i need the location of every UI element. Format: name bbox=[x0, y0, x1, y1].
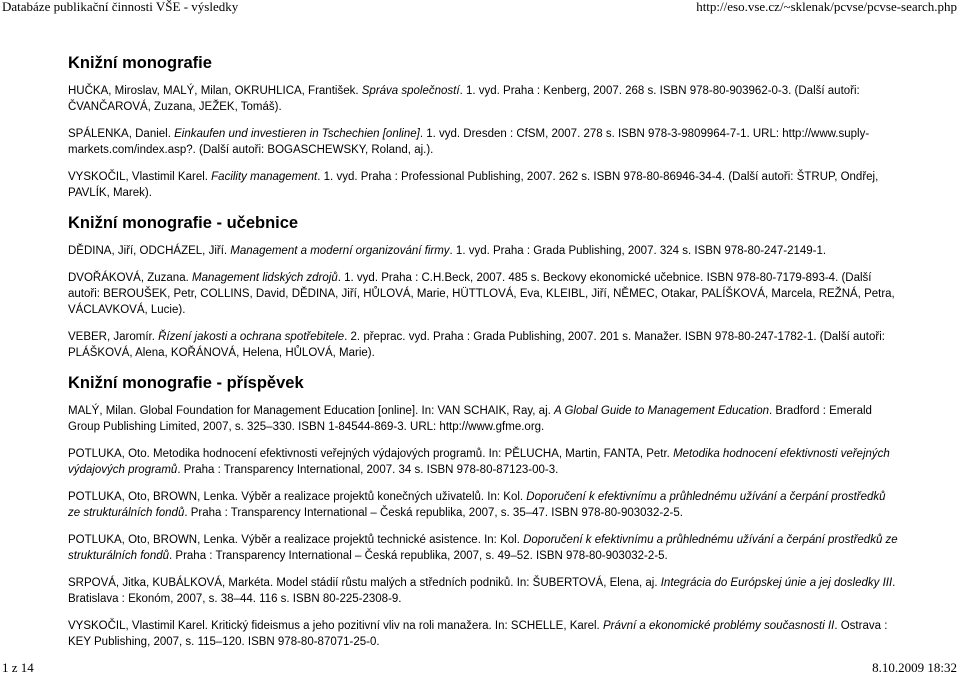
citation-details: . 1. vyd. Praha : Kenberg, 2007. 268 s. ISBN 978-80-903962-0-3. (Další autoři: ČVANČAROVÁ, Zuzana, JEŽEK, Tomáš). bbox=[68, 85, 860, 113]
citation-entry bbox=[68, 446, 898, 478]
citation-entry bbox=[68, 243, 898, 259]
citation-title: Metodika hodnocení efektivnosti veřejných výdajových programů bbox=[68, 448, 890, 476]
citation-details: . 1. vyd. Praha : Professional Publishing, 2007. 262 s. ISBN 978-80-86946-34-4. (Další autoři: ŠTRUP, Ondřej, PAVLÍK, Marek). bbox=[68, 171, 879, 199]
section-heading: Knižní monografie - učebnice bbox=[68, 214, 299, 232]
section-book-monographs bbox=[68, 52, 898, 201]
citation-entry bbox=[68, 329, 898, 361]
citation-authors: POTLUKA, Oto, BROWN, Lenka. Výběr a realizace projektů technické asistence. In: Kol. bbox=[68, 534, 524, 546]
header-title: Databáze publikační činnosti VŠE - výsledky bbox=[2, 0, 239, 14]
citation-title: Řízení jakosti a ochrana spotřebitele bbox=[158, 331, 345, 343]
citation-details: . 1. vyd. Dresden : CfSM, 2007. 278 s. ISBN 978-3-9809964-7-1. URL: http://www.suply-markets.com/index.asp?. (Další autoři: BOGASCHEWSKY, Roland, aj.). bbox=[68, 128, 870, 156]
citation-authors: DĚDINA, Jiří, ODCHÁZEL, Jiří. bbox=[68, 245, 231, 257]
citation-details: . 1. vyd. Praha : C.H.Beck, 2007. 485 s. Beckovy ekonomické učebnice. ISBN 978-80-7179-893-4. (Další autoři: BEROUŠEK, Petr, COLLINS, David, DĚDINA, Jiří, HŮLOVÁ, Marie, HÜTTLOVÁ, Eva, KLEIBL, Jiří, NĚMEC, Otakar, PALÍŠKOVÁ, Marcela, REŽNÁ, Petra, VÁCLAVKOVÁ, Lucie). bbox=[68, 272, 895, 316]
citation-authors: MALÝ, Milan. Global Foundation for Management Education [online]. In: VAN SCHAIK, Ray, aj. bbox=[68, 405, 555, 417]
citation-entry bbox=[68, 403, 898, 435]
citation-authors: VEBER, Jaromír. bbox=[68, 331, 159, 343]
citation-title: Management a moderní organizování firmy bbox=[230, 245, 450, 257]
section-book-contributions bbox=[68, 372, 898, 650]
citation-details: . Bratislava : Ekonóm, 2007, s. 38–44. 116 s. ISBN 80-225-2308-9. bbox=[68, 577, 896, 605]
citation-title: Integrácia do Európskej únie a jej dosledky III bbox=[660, 577, 893, 589]
citation-authors: POTLUKA, Oto. Metodika hodnocení efektivnosti veřejných výdajových programů. In: PĚLUCHA, Martin, FANTA, Petr. bbox=[68, 448, 674, 460]
citation-authors: HUČKA, Miroslav, MALÝ, Milan, OKRUHLICA, František. bbox=[68, 85, 362, 97]
citation-title: Správa společností bbox=[361, 85, 460, 97]
page-number: 1 z 14 bbox=[2, 660, 34, 675]
citation-details: . Ostrava : KEY Publishing, 2007, s. 115–120. ISBN 978-80-87071-25-0. bbox=[68, 620, 888, 648]
citation-authors: SPÁLENKA, Daniel. bbox=[68, 128, 175, 140]
page-footer bbox=[0, 661, 959, 675]
citation-details: . Praha : Transparency International, 2007. 34 s. ISBN 978-80-87123-00-3. bbox=[177, 464, 559, 476]
section-textbooks bbox=[68, 212, 898, 361]
print-timestamp: 8.10.2009 18:32 bbox=[872, 660, 957, 675]
citation-entry bbox=[68, 532, 898, 564]
section-heading: Knižní monografie bbox=[68, 54, 212, 72]
citation-entry bbox=[68, 489, 898, 521]
document-body bbox=[68, 52, 898, 661]
citation-entry bbox=[68, 618, 898, 650]
page-header bbox=[0, 0, 959, 16]
citation-authors: VYSKOČIL, Vlastimil Karel. bbox=[68, 171, 212, 183]
citation-title: Doporučení k efektivnímu a průhlednému užívání a čerpání prostředků ze strukturálních fondů bbox=[68, 491, 886, 519]
citation-entry bbox=[68, 169, 898, 201]
citation-title: A Global Guide to Management Education bbox=[554, 405, 770, 417]
header-url: http://eso.vse.cz/~sklenak/pcvse/pcvse-search.php bbox=[696, 0, 957, 14]
citation-details: . Bradford : Emerald Group Publishing Limited, 2007, s. 325–330. ISBN 1-84544-869-3. URL: http://www.gfme.org. bbox=[68, 405, 872, 433]
citation-entry bbox=[68, 83, 898, 115]
citation-entry bbox=[68, 126, 898, 158]
citation-entry bbox=[68, 270, 898, 318]
citation-authors: SRPOVÁ, Jitka, KUBÁLKOVÁ, Markéta. Model stádií růstu malých a středních podniků. In: ŠUBERTOVÁ, Elena, aj. bbox=[68, 577, 661, 589]
citation-title: Management lidských zdrojů bbox=[192, 272, 338, 284]
citation-title: Právní a ekonomické problémy současnosti II bbox=[602, 620, 835, 632]
citation-authors: DVOŘÁKOVÁ, Zuzana. bbox=[68, 272, 192, 284]
citation-entry bbox=[68, 575, 898, 607]
section-heading: Knižní monografie - příspěvek bbox=[68, 374, 304, 392]
citation-title: Facility management bbox=[211, 171, 318, 183]
citation-title: Doporučení k efektivnímu a průhlednému užívání a čerpání prostředků ze strukturálních fondů bbox=[68, 534, 898, 562]
citation-details: . 1. vyd. Praha : Grada Publishing, 2007. 324 s. ISBN 978-80-247-2149-1. bbox=[449, 245, 827, 257]
citation-authors: POTLUKA, Oto, BROWN, Lenka. Výběr a realizace projektů konečných uživatelů. In: Kol. bbox=[68, 491, 527, 503]
citation-details: . 2. přeprac. vyd. Praha : Grada Publishing, 2007. 201 s. Manažer. ISBN 978-80-247-1782-1. (Další autoři: PLÁŠKOVÁ, Alena, KOŘÁNOVÁ, Helena, HŮLOVÁ, Marie). bbox=[68, 331, 885, 359]
citation-title: Einkaufen und investieren in Tschechien [online] bbox=[174, 128, 420, 140]
citation-details: . Praha : Transparency International – Česká republika, 2007, s. 49–52. ISBN 978-80-903032-2-5. bbox=[169, 550, 668, 562]
citation-details: . Praha : Transparency International – Česká republika, 2007, s. 35–47. ISBN 978-80-903032-2-5. bbox=[184, 507, 683, 519]
citation-authors: VYSKOČIL, Vlastimil Karel. Kritický fideismus a jeho pozitivní vliv na roli manažera. In: SCHELLE, Karel. bbox=[68, 620, 603, 632]
